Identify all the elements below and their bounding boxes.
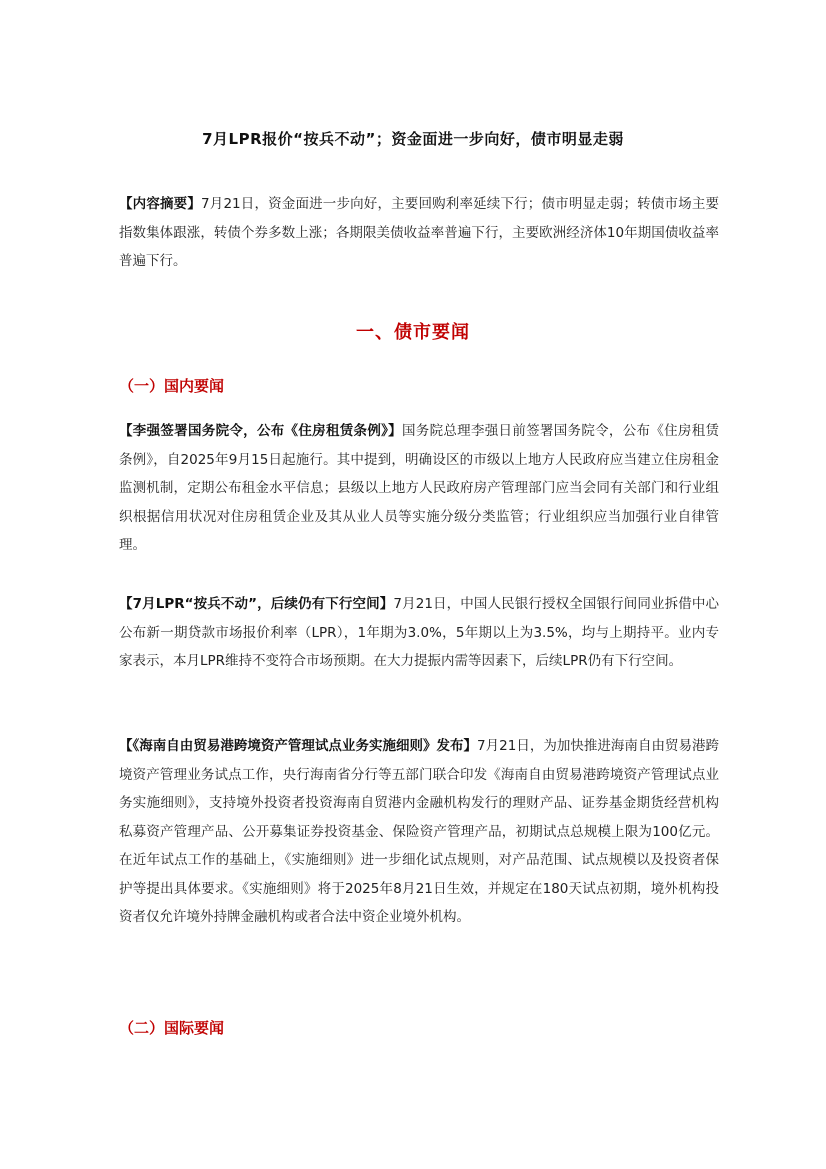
subsection-title-domestic: （一）国内要闻: [119, 377, 225, 395]
summary-text: 7月21日，资金面进一步向好，主要回购利率延续下行；债市明显走弱；转债市场主要指数集体跟涨，转债个券多数上涨；各期限美债收益率普遍下行，主要欧洲经济体10年期国债收益率普遍下行。: [119, 196, 719, 269]
summary-paragraph: [119, 190, 719, 276]
news-item-body: 国务院总理李强日前签署国务院令，公布《住房租赁条例》，自2025年9月15日起施行。其中提到，明确设区的市级以上地方人民政府应当建立住房租金监测机制，定期公布租金水平信息；县级以上地方人民政府房产管理部门应当会同有关部门和行业组织根据信用状况对住房租赁企业及其从业人员等实施分级分类监管；行业组织应当加强行业自律管理。: [119, 423, 720, 553]
document-title: 7月LPR报价“按兵不动”；资金面进一步向好，债市明显走弱: [202, 130, 624, 148]
section-title-bond-news: 一、债市要闻: [356, 322, 470, 343]
news-item-headline: 【《海南自由贸易港跨境资产管理试点业务实施细则》发布】: [119, 738, 478, 754]
news-item: [119, 590, 719, 676]
summary-lead: 【内容摘要】: [119, 196, 202, 212]
subsection-title-international: （二）国际要闻: [119, 1019, 225, 1037]
news-item-body: 7月21日，中国人民银行授权全国银行间同业拆借中心公布新一期贷款市场报价利率（LPR），1年期为3.0%，5年期以上为3.5%，均与上期持平。业内专家表示，本月LPR维持不变符合市场预期。在大力提振内需等因素下，后续LPR仍有下行空间。: [119, 596, 719, 669]
news-item-headline: 【李强签署国务院令，公布《住房租赁条例》】: [119, 423, 402, 439]
news-item: [119, 417, 719, 560]
news-item: [119, 732, 719, 932]
news-item-body: 7月21日，为加快推进海南自由贸易港跨境资产管理业务试点工作，央行海南省分行等五部门联合印发《海南自由贸易港跨境资产管理试点业务实施细则》，支持境外投资者投资海南自贸港内金融机构发行的理财产品、证券基金期货经营机构私募资产管理产品、公开募集证券投资基金、保险资产管理产品，初期试点总规模上限为100亿元。在近年试点工作的基础上，《实施细则》进一步细化试点规则，对产品范围、试点规模以及投资者保护等提出具体要求。《实施细则》将于2025年8月21日生效，并规定在180天试点初期，境外机构投资者仅允许境外持牌金融机构或者合法中资企业境外机构。: [119, 738, 719, 925]
news-item-headline: 【7月LPR“按兵不动”，后续仍有下行空间】: [119, 596, 394, 612]
